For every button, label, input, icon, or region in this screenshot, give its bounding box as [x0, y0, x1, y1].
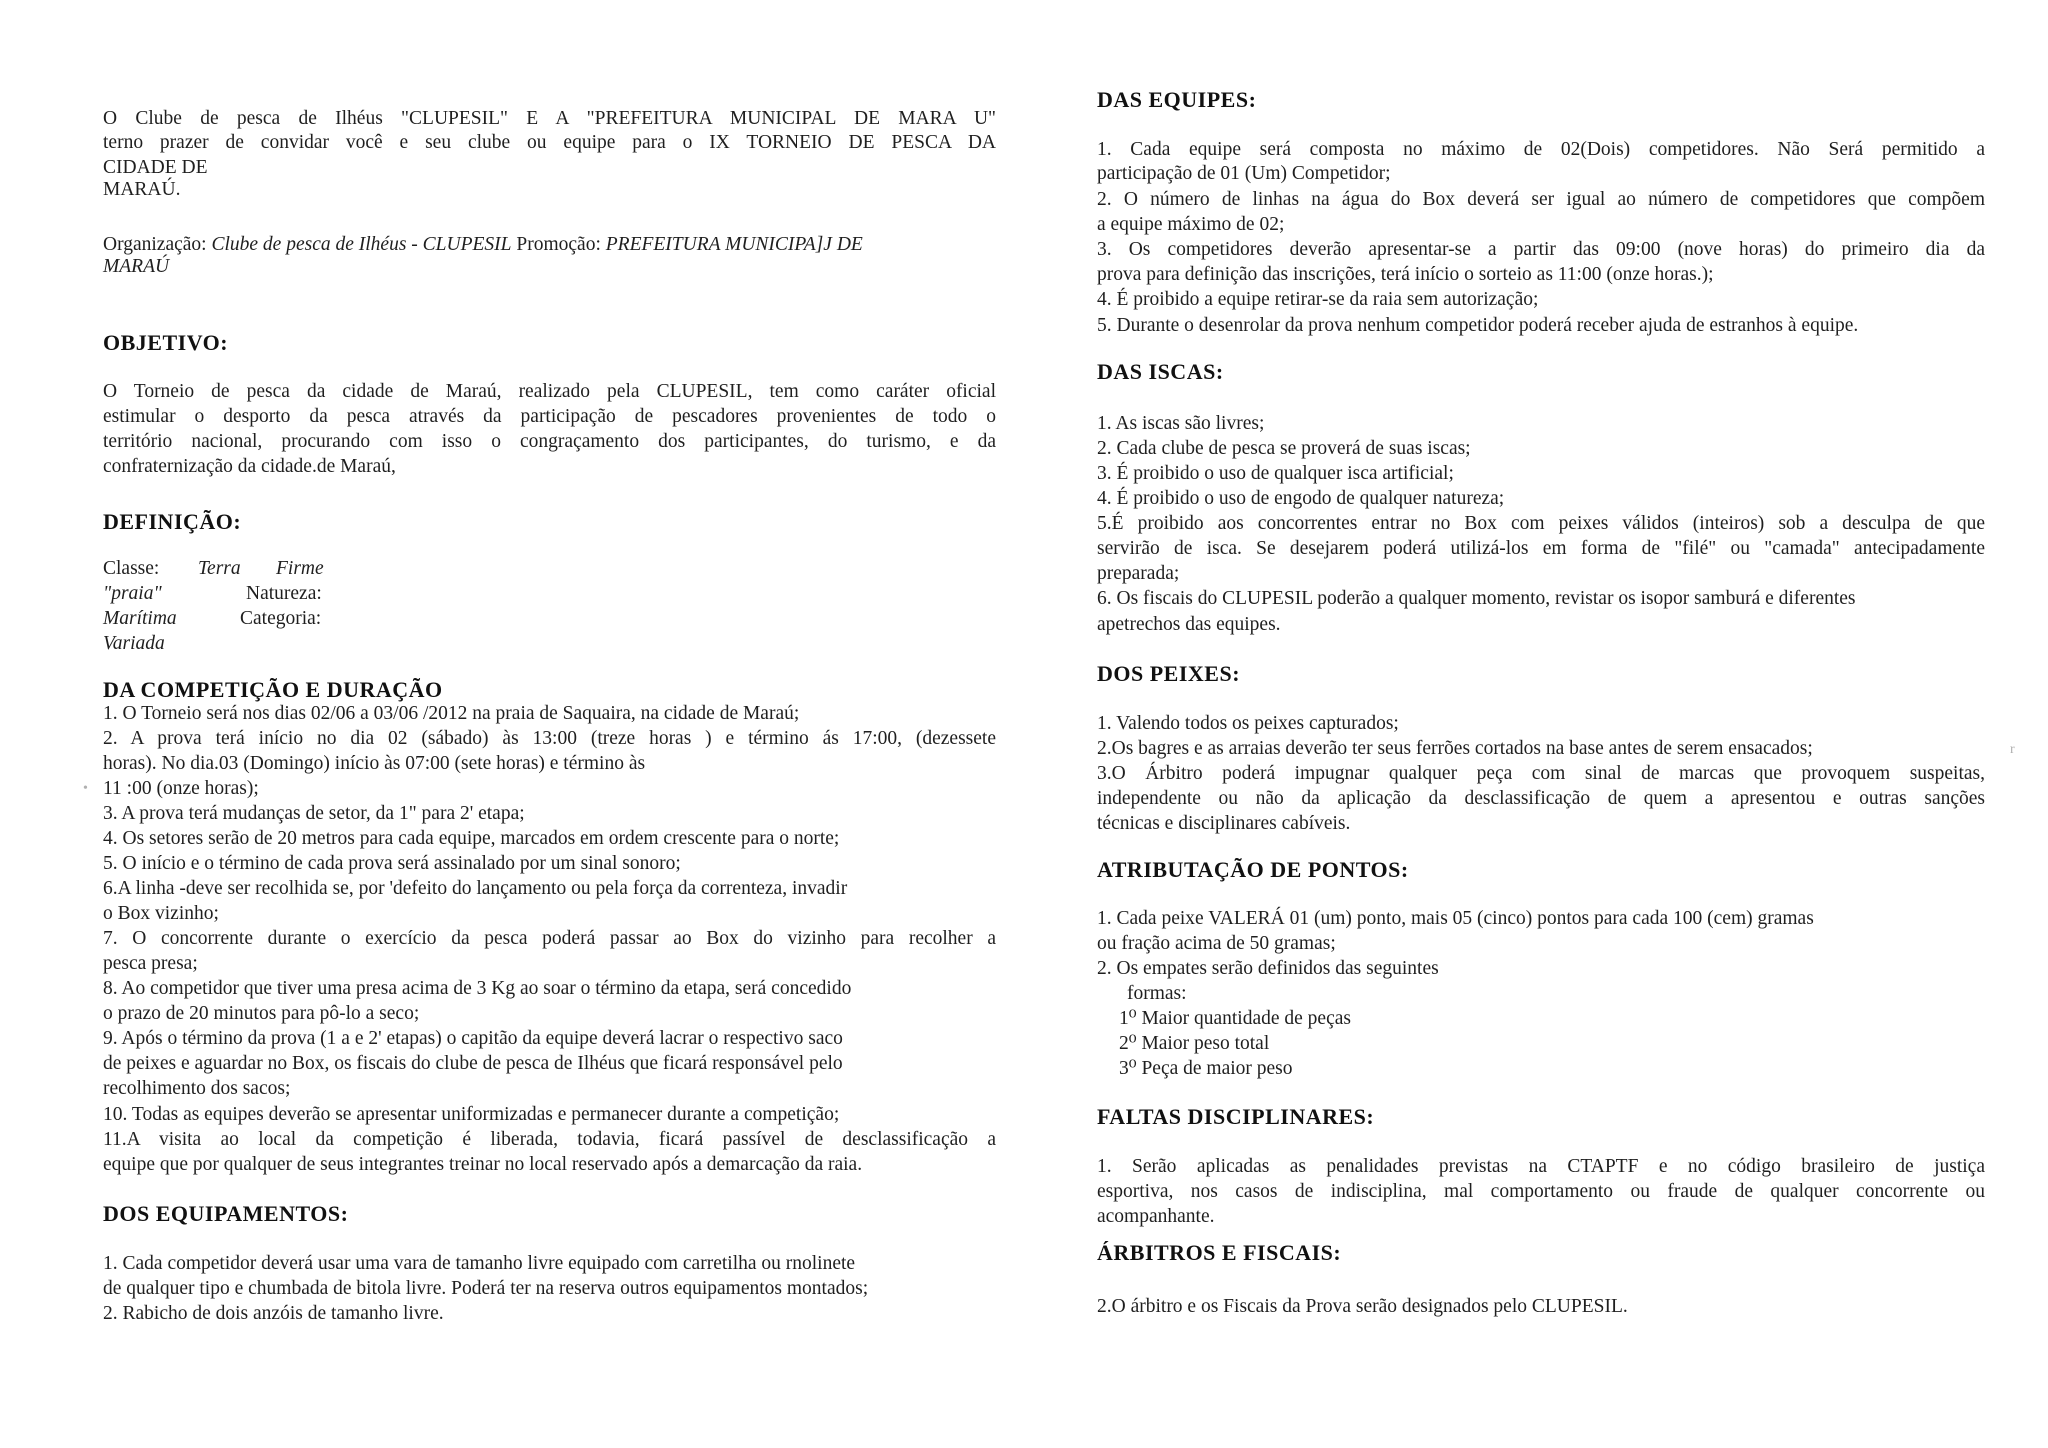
equipamentos-line: 1. Cada competidor deverá usar uma vara de tamanho livre equipado com carretilha ou rnolinete — [103, 1253, 856, 1274]
pontos-line: 1⁰ Maior quantidade de peças — [1119, 1008, 1351, 1029]
faltas-line: acompanhante. — [1097, 1206, 1215, 1227]
competicao-line: 6.A linha -deve ser recolhida se, por 'defeito do lançamento ou pela força da correnteza, invadir — [103, 878, 848, 899]
peixes-line: independente ou não da aplicação da desclassificação de quem a apresentou e outras sanções — [1097, 788, 1985, 809]
iscas-line: servirão de isca. Se desejarem poderá utilizá-los em forma de "filé" ou "camada" antecipadamente — [1097, 538, 1985, 559]
intro-line: O Clube de pesca de Ilhéus "CLUPESIL" E A "PREFEITURA MUNICIPAL DE MARA U" — [103, 108, 996, 129]
competicao-line: 9. Após o término da prova (1 a e 2' etapas) o capitão da equipe deverá lacrar o respectivo saco — [103, 1028, 843, 1049]
peixes-line: 2.Os bagres e as arraias deverão ter seus ferrões cortados na base antes de serem ensacados; — [1097, 738, 1813, 759]
iscas-line: 2. Cada clube de pesca se proverá de suas iscas; — [1097, 438, 1471, 459]
categoria-label: Categoria: — [240, 608, 322, 629]
pontos-heading: ATRIBUTAÇÃO DE PONTOS: — [1097, 857, 1409, 882]
arbitros-line: 2.O árbitro e os Fiscais da Prova serão designados pelo CLUPESIL. — [1097, 1296, 1628, 1317]
pontos-line: 2. Os empates serão definidos das seguintes — [1097, 958, 1439, 979]
competicao-line: 4. Os setores serão de 20 metros para cada equipe, marcados em ordem crescente para o norte; — [103, 828, 840, 849]
equipamentos-line: 2. Rabicho de dois anzóis de tamanho livre. — [103, 1303, 444, 1324]
equipes-line: 2. O número de linhas na água do Box deverá ser igual ao número de competidores que compõem — [1097, 189, 1985, 210]
competicao-line: 1. O Torneio será nos dias 02/06 a 03/06 /2012 na praia de Saquaira, na cidade de Maraú; — [103, 703, 800, 724]
organization-label: Organização: — [103, 234, 207, 255]
competicao-line: 11 :00 (onze horas); — [103, 778, 259, 799]
peixes-heading: DOS PEIXES: — [1097, 661, 1241, 686]
equipamentos-line: de qualquer tipo e chumbada de bitola livre. Poderá ter na reserva outros equipamentos montados; — [103, 1278, 869, 1299]
equipes-line: 5. Durante o desenrolar da prova nenhum competidor poderá receber ajuda de estranhos à equipe. — [1097, 315, 1859, 336]
iscas-heading: DAS ISCAS: — [1097, 359, 1224, 384]
intro-line: MARAÚ. — [103, 179, 181, 200]
intro-line: terno prazer de convidar você e seu clube ou equipe para o IX TORNEIO DE PESCA DA — [103, 132, 996, 153]
classe-value-1: Terra — [198, 558, 241, 579]
faltas-line: 1. Serão aplicadas as penalidades previstas na CTAPTF e no código brasileiro de justiça — [1097, 1156, 1985, 1177]
peixes-line: 3.O Árbitro poderá impugnar qualquer peça com sinal de marcas que provoquem suspeitas, — [1097, 763, 1985, 784]
natureza-label: Natureza: — [246, 583, 322, 604]
faltas-line: esportiva, nos casos de indisciplina, mal comportamento ou fraude de qualquer concorrente ou — [1097, 1181, 1985, 1202]
promotion-label: Promoção: — [516, 234, 601, 255]
peixes-line: técnicas e disciplinares cabíveis. — [1097, 813, 1351, 834]
competicao-line: o Box vizinho; — [103, 903, 219, 924]
classe-label: Classe: — [103, 558, 160, 579]
objetivo-heading: OBJETIVO: — [103, 330, 229, 355]
equipes-heading: DAS EQUIPES: — [1097, 87, 1257, 112]
equipes-line: prova para definição das inscrições, terá início o sorteio as 11:00 (onze horas.); — [1097, 264, 1714, 285]
pontos-line: ou fração acima de 50 gramas; — [1097, 933, 1336, 954]
classe-value-2: Firme — [276, 558, 324, 579]
organization-line — [103, 233, 863, 257]
praia-value: "praia" — [103, 583, 162, 604]
iscas-line: 1. As iscas são livres; — [1097, 413, 1265, 434]
competicao-line: 8. Ao competidor que tiver uma presa acima de 3 Kg ao soar o término da etapa, será concedido — [103, 978, 852, 999]
pontos-line: 2⁰ Maior peso total — [1119, 1033, 1270, 1054]
competicao-heading: DA COMPETIÇÃO E DURAÇÃO — [103, 677, 443, 702]
competicao-line: 10. Todas as equipes deverão se apresentar uniformizadas e permanecer durante a competição; — [103, 1104, 840, 1125]
iscas-line: apetrechos das equipes. — [1097, 614, 1281, 635]
competicao-line: 7. O concorrente durante o exercício da pesca poderá passar ao Box do vizinho para recolher a — [103, 928, 996, 949]
pontos-line: 3⁰ Peça de maior peso — [1119, 1058, 1293, 1079]
equipamentos-heading: DOS EQUIPAMENTOS: — [103, 1201, 349, 1226]
competicao-line: 11.A visita ao local da competição é liberada, todavia, ficará passível de desclassificação a — [103, 1129, 996, 1150]
competicao-line: de peixes e aguardar no Box, os fiscais do clube de pesca de Ilhéus que ficará responsável pelo — [103, 1053, 843, 1074]
competicao-line: o prazo de 20 minutos para pô-lo a seco; — [103, 1003, 420, 1024]
equipes-line: a equipe máximo de 02; — [1097, 214, 1285, 235]
competicao-line: recolhimento dos sacos; — [103, 1078, 291, 1099]
arbitros-heading: ÁRBITROS E FISCAIS: — [1097, 1240, 1342, 1265]
promotion-name: PREFEITURA MUNICIPA]J DE — [605, 234, 863, 255]
peixes-line: 1. Valendo todos os peixes capturados; — [1097, 713, 1399, 734]
definicao-heading: DEFINIÇÃO: — [103, 509, 242, 534]
equipes-line: 3. Os competidores deverão apresentar-se a partir das 09:00 (nove horas) do primeiro dia da — [1097, 239, 1985, 260]
competicao-line: 5. O início e o término de cada prova será assinalado por um sinal sonoro; — [103, 853, 681, 874]
equipes-line: 4. É proibido a equipe retirar-se da raia sem autorização; — [1097, 289, 1539, 310]
competicao-line: horas). No dia.03 (Domingo) início às 07:00 (sete horas) e término às — [103, 753, 646, 774]
objetivo-line: O Torneio de pesca da cidade de Maraú, realizado pela CLUPESIL, tem como caráter oficial — [103, 381, 996, 402]
organization-line-2: MARAÚ — [103, 256, 170, 277]
competicao-line: 3. A prova terá mudanças de setor, da 1" para 2' etapa; — [103, 803, 525, 824]
competicao-line: equipe que por qualquer de seus integrantes treinar no local reservado após a demarcação da raia. — [103, 1154, 863, 1175]
pontos-line: formas: — [1127, 983, 1187, 1004]
equipes-line: 1. Cada equipe será composta no máximo de 02(Dois) competidores. Não Será permitido a — [1097, 139, 1985, 160]
iscas-line: 4. É proibido o uso de engodo de qualquer natureza; — [1097, 488, 1505, 509]
competicao-line: pesca presa; — [103, 953, 198, 974]
iscas-line: 6. Os fiscais do CLUPESIL poderão a qualquer momento, revistar os isopor samburá e diferentes — [1097, 588, 1856, 609]
objetivo-line: território nacional, procurando com isso o congraçamento dos participantes, do turismo, e da — [103, 431, 996, 452]
variada-value: Variada — [103, 633, 165, 654]
objetivo-line: confraternização da cidade.de Maraú, — [103, 456, 396, 477]
competicao-line: 2. A prova terá início no dia 02 (sábado) às 13:00 (treze horas ) e término ás 17:00, (dezessete — [103, 728, 996, 749]
iscas-line: preparada; — [1097, 563, 1180, 584]
intro-line: CIDADE DE — [103, 157, 208, 178]
scan-speck: r — [2010, 742, 2015, 757]
faltas-heading: FALTAS DISCIPLINARES: — [1097, 1104, 1375, 1129]
objetivo-line: estimular o desporto da pesca através da participação de pescadores provenientes de todo o — [103, 406, 996, 427]
iscas-line: 5.É proibido aos concorrentes entrar no Box com peixes válidos (inteiros) sob a desculpa de que — [1097, 513, 1985, 534]
pontos-line: 1. Cada peixe VALERÁ 01 (um) ponto, mais 05 (cinco) pontos para cada 100 (cem) gramas — [1097, 908, 1814, 929]
maritima-value: Marítima — [103, 608, 177, 629]
iscas-line: 3. É proibido o uso de qualquer isca artificial; — [1097, 463, 1454, 484]
scan-speck: • — [83, 781, 88, 796]
equipes-line: participação de 01 (Um) Competidor; — [1097, 163, 1391, 184]
organization-name: Clube de pesca de Ilhéus - CLUPESIL — [211, 234, 512, 255]
